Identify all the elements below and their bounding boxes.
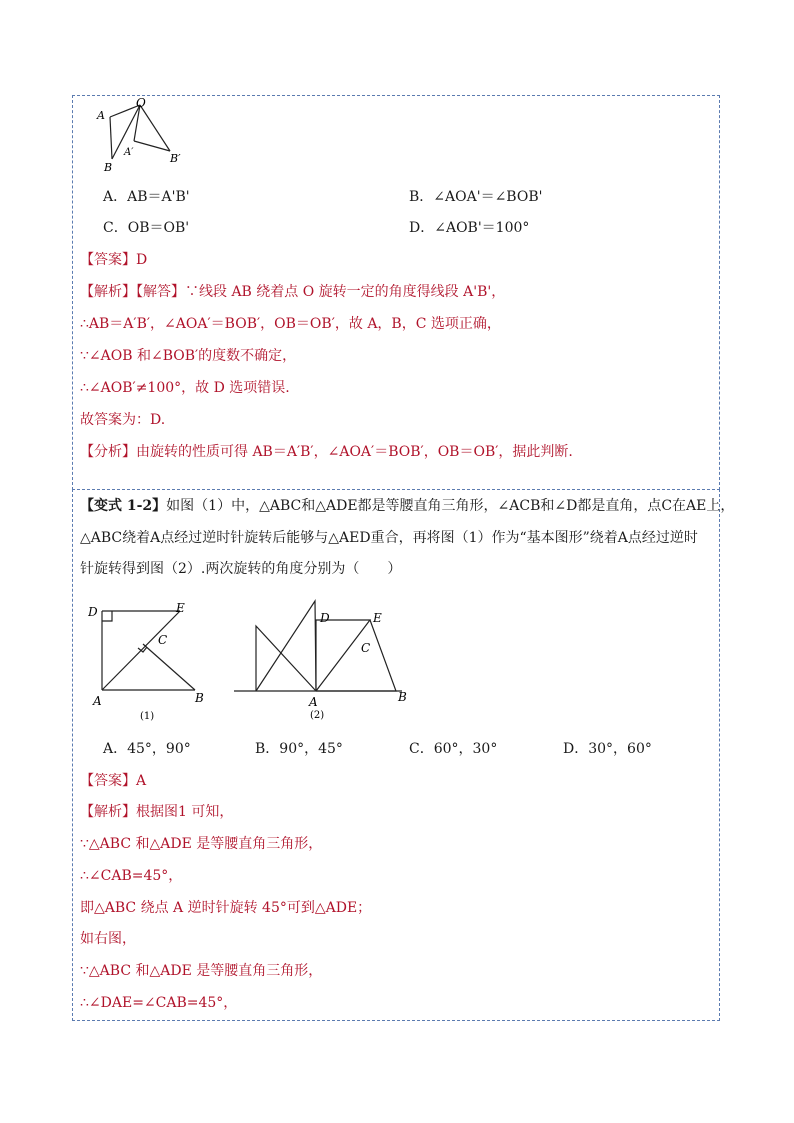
rotation-figure-q1 bbox=[90, 95, 200, 175]
q1-analysis-line-2: ∴AB＝A′B′，∠AOA′＝BOB′，OB＝OB′，故 A，B，C 选项正确， bbox=[80, 316, 501, 332]
q1-fenxi-tag: 【分析】 bbox=[80, 444, 136, 460]
fig2-caption: (2) bbox=[310, 710, 325, 721]
q2-analysis-tag: 【解析】 bbox=[80, 804, 136, 820]
fig2-label-A: A bbox=[309, 695, 318, 709]
q2-option-b: B．90°，45° bbox=[255, 741, 343, 757]
q2-stem-text-1: 如图（1）中，△ABC和△ADE都是等腰直角三角形，∠ACB和∠D都是直角，点C在AE上， bbox=[166, 498, 735, 514]
q1-option-a: A．AB＝A'B' bbox=[103, 189, 190, 205]
q1-option-c: C．OB＝OB' bbox=[103, 220, 190, 236]
q1-analysis-text-1: ∵线段 AB 绕着点 O 旋转一定的角度得线段 A'B'， bbox=[185, 284, 506, 300]
fig1-label-D: D bbox=[88, 605, 98, 619]
q2-stem-line-3: 针旋转得到图（2）.两次旋转的角度分别为（ ） bbox=[80, 561, 402, 577]
label-A: A bbox=[97, 109, 105, 122]
fig1-label-E: E bbox=[176, 601, 185, 615]
fig1-label-A: A bbox=[93, 694, 102, 708]
q2-analysis-line-4: 即△ABC 绕点 A 逆时针旋转 45°可到△ADE； bbox=[80, 900, 372, 916]
q2-option-d: D．30°，60° bbox=[563, 741, 652, 757]
figure-1-triangles bbox=[88, 598, 218, 726]
label-A-prime: A′ bbox=[124, 147, 134, 158]
q1-analysis-line-4: ∴∠AOB′≠100°，故 D 选项错误. bbox=[80, 380, 290, 396]
fig1-label-B: B bbox=[195, 691, 204, 705]
q2-analysis-line-2: ∵△ABC 和△ADE 是等腰直角三角形， bbox=[80, 836, 323, 852]
fig2-label-C: C bbox=[361, 641, 371, 655]
q2-answer: A bbox=[136, 773, 147, 789]
q2-answer-tag: 【答案】 bbox=[80, 773, 136, 789]
q1-analysis-line-1 bbox=[80, 283, 505, 301]
q2-analysis-line-7: ∴∠DAE=∠CAB=45°， bbox=[80, 995, 238, 1011]
fig1-label-C: C bbox=[158, 633, 168, 647]
label-B: B bbox=[104, 161, 113, 174]
fig2-label-D: D bbox=[320, 611, 330, 625]
figure-2-rotated-triangles bbox=[230, 598, 415, 726]
label-O: O bbox=[136, 96, 146, 110]
q1-fenxi-text: 由旋转的性质可得 AB＝A′B′，∠AOA′＝BOB′，OB＝OB′，据此判断. bbox=[136, 444, 573, 460]
fig2-label-E: E bbox=[373, 611, 382, 625]
q1-answer-tag: 【答案】 bbox=[80, 252, 136, 268]
q1-answer-line bbox=[80, 251, 147, 269]
q1-answer: D bbox=[136, 252, 148, 268]
fig1-caption: (1) bbox=[140, 711, 155, 722]
q1-conclusion: 故答案为：D. bbox=[80, 412, 166, 428]
q2-analysis-line-3: ∴∠CAB=45°， bbox=[80, 868, 183, 884]
label-B-prime: B′ bbox=[170, 152, 181, 165]
q2-stem-line-1 bbox=[80, 497, 734, 515]
q1-analysis-tag: 【解析】【解答】 bbox=[80, 284, 185, 300]
q2-option-c: C．60°，30° bbox=[409, 741, 498, 757]
q1-analysis-line-3: ∵∠AOB 和∠BOB′的度数不确定， bbox=[80, 348, 297, 364]
q2-stem-line-2: △ABC绕着A点经过逆时针旋转后能够与△AED重合，再将图（1）作为“基本图形”绕着A点经过逆时 bbox=[80, 530, 698, 546]
q1-option-b: B．∠AOA'＝∠BOB' bbox=[409, 189, 543, 205]
q1-option-d: D．∠AOB'＝100° bbox=[409, 220, 530, 236]
q2-answer-line bbox=[80, 772, 146, 790]
fig2-label-B: B bbox=[398, 690, 407, 704]
q1-fenxi-line bbox=[80, 443, 573, 461]
q2-analysis-first: 根据图1 可知， bbox=[136, 804, 234, 820]
q2-option-a: A．45°，90° bbox=[103, 741, 191, 757]
q2-analysis-line-5: 如右图， bbox=[80, 931, 136, 947]
q2-tag: 【变式 1-2】 bbox=[80, 498, 167, 514]
q2-analysis-line-1 bbox=[80, 803, 233, 821]
q2-analysis-line-6: ∵△ABC 和△ADE 是等腰直角三角形， bbox=[80, 963, 323, 979]
